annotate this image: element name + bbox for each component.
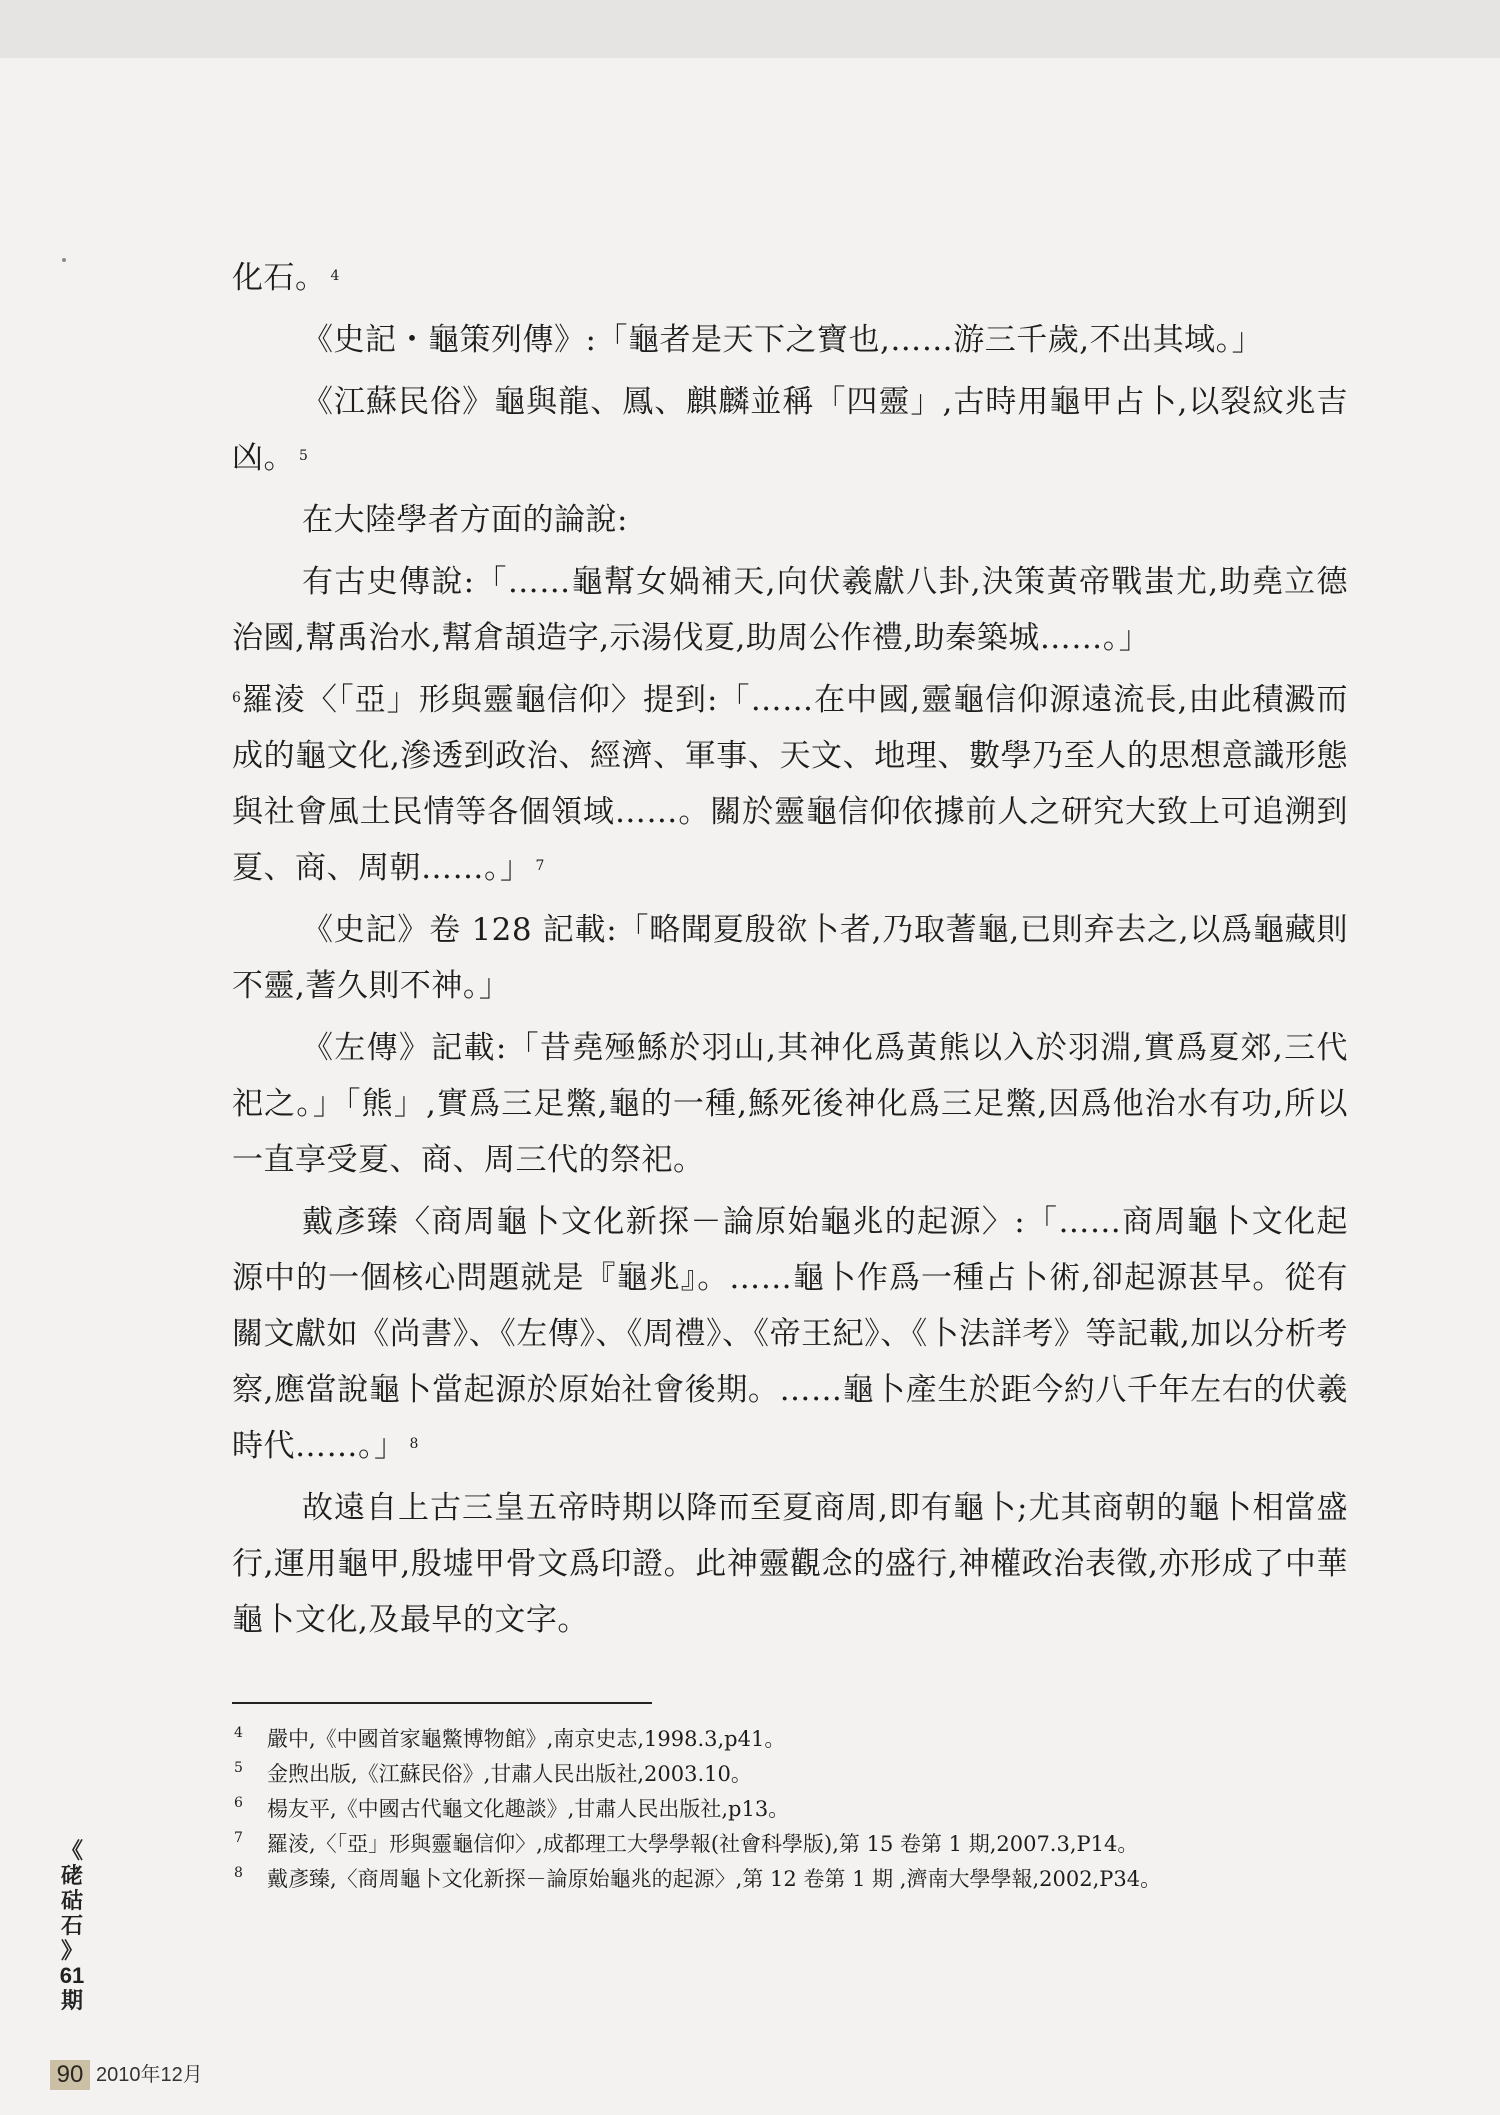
paragraph-text: 化石。: [232, 260, 327, 296]
footnote-text: 楊友平,《中國古代龜文化趣談》,甘肅人民出版社,p13。: [267, 1797, 790, 1821]
footnote-ref: 5: [299, 448, 309, 464]
paragraph: [232, 1480, 1348, 1648]
paragraph: [232, 250, 1348, 306]
journal-title-char: 期: [60, 1988, 83, 2013]
journal-title-char: 𥑮: [60, 1888, 83, 1913]
paragraph: [232, 492, 1348, 548]
scan-top-edge: [0, 0, 1500, 58]
paragraph: [232, 312, 1348, 368]
journal-title-char: 《: [60, 1838, 83, 1863]
paragraph: [232, 672, 1348, 896]
body-text: [232, 250, 1348, 1654]
footnote-text: 嚴中,《中國首家龜鱉博物館》,南京史志,1998.3,p41。: [267, 1727, 786, 1751]
footnote-number: 5: [234, 1760, 243, 1776]
footnote-number: 6: [234, 1795, 243, 1811]
footnote-number: 4: [234, 1725, 243, 1741]
paragraph-text: 羅淩〈「亞」形與靈龜信仰〉提到:「……在中國,靈龜信仰源遠流長,由此積澱而成的龜文化,滲透到政治、經濟、軍事、天文、地理、數學乃至人的思想意識形態與社會風土民情等各個領域……。關於靈龜信仰依據前人之研究大致上可追溯到夏、商、周朝……。」: [232, 682, 1348, 886]
journal-title-char: 石: [60, 1913, 83, 1938]
paragraph-text: 《史記》卷 128 記載:「略聞夏殷欲卜者,乃取蓍龜,已則弃去之,以爲龜藏則不靈,蓍久則不神。」: [232, 912, 1348, 1004]
paragraph-text: 《江蘇民俗》龜與龍、鳳、麒麟並稱「四靈」,古時用龜甲占卜,以裂紋兆吉凶。: [232, 384, 1348, 476]
page-number: 90: [50, 2060, 90, 2090]
paragraph-text: 戴彥臻〈商周龜卜文化新探－論原始龜兆的起源〉:「……商周龜卜文化起源中的一個核心問題就是『龜兆』。……龜卜作爲一種占卜術,卻起源甚早。從有關文獻如《尚書》、《左傳》、《周禮》、《帝王紀》、《卜法詳考》等記載,加以分析考察,應當說龜卜當起源於原始社會後期。……龜卜產生於距今約八千年左右的伏羲時代……。」: [232, 1204, 1348, 1464]
footnote-rule: [232, 1702, 652, 1704]
footnote-ref: 7: [535, 858, 545, 874]
footnote: [234, 1829, 1348, 1859]
footnote: [234, 1724, 1348, 1754]
footnote-text: 戴彥臻,〈商周龜卜文化新探－論原始龜兆的起源〉,第 12 卷第 1 期 ,濟南大學學報,2002,P34。: [267, 1867, 1162, 1891]
paragraph-text: 有古史傳說:「……龜幫女媧補天,向伏羲獻八卦,決策黃帝戰蚩尤,助堯立德治國,幫禹治水,幫倉頡造字,示湯伐夏,助周公作禮,助秦築城……。」: [232, 564, 1348, 656]
paragraph: [232, 1020, 1348, 1188]
footnotes: [234, 1724, 1348, 1899]
journal-title-char: 》: [60, 1938, 83, 1963]
footnote-ref: 8: [409, 1436, 419, 1452]
margin-dot: [62, 258, 66, 262]
journal-title-vertical: [57, 1838, 87, 2013]
paragraph: [232, 374, 1348, 486]
issue-date: 2010年12月: [96, 2064, 203, 2086]
footnote: [234, 1864, 1348, 1894]
footnote-text: 金煦出版,《江蘇民俗》,甘肅人民出版社,2003.10。: [267, 1762, 752, 1786]
paragraph: [232, 1194, 1348, 1474]
paragraph-text: 故遠自上古三皇五帝時期以降而至夏商周,即有龜卜;尤其商朝的龜卜相當盛行,運用龜甲,殷墟甲骨文爲印證。此神靈觀念的盛行,神權政治表徵,亦形成了中華龜卜文化,及最早的文字。: [232, 1490, 1348, 1638]
footnote-text: 羅淩,〈「亞」形與靈龜信仰〉,成都理工大學學報(社會科學版),第 15 卷第 1 期,2007.3,P14。: [267, 1832, 1139, 1856]
paragraph-text: 《左傳》記載:「昔堯殛鯀於羽山,其神化爲黃熊以入於羽淵,實爲夏郊,三代祀之。」「熊」,實爲三足鱉,龜的一種,鯀死後神化爲三足鱉,因爲他治水有功,所以一直享受夏、商、周三代的祭祀。: [232, 1030, 1348, 1178]
journal-title-char: 硓: [60, 1863, 83, 1888]
paragraph-text: 在大陸學者方面的論說:: [302, 502, 628, 538]
footnote: [234, 1794, 1348, 1824]
journal-title-char: 61: [59, 1963, 85, 1988]
paragraph: [232, 902, 1348, 1014]
footnote: [234, 1759, 1348, 1789]
paragraph-text: 《史記・龜策列傳》:「龜者是天下之寶也,……游三千歲,不出其域。」: [302, 322, 1264, 358]
footnote-number: 7: [234, 1830, 243, 1846]
footnote-ref: 6: [232, 690, 242, 706]
footnote-ref: 4: [330, 268, 340, 284]
paragraph: [232, 554, 1348, 666]
footnote-number: 8: [234, 1865, 243, 1881]
